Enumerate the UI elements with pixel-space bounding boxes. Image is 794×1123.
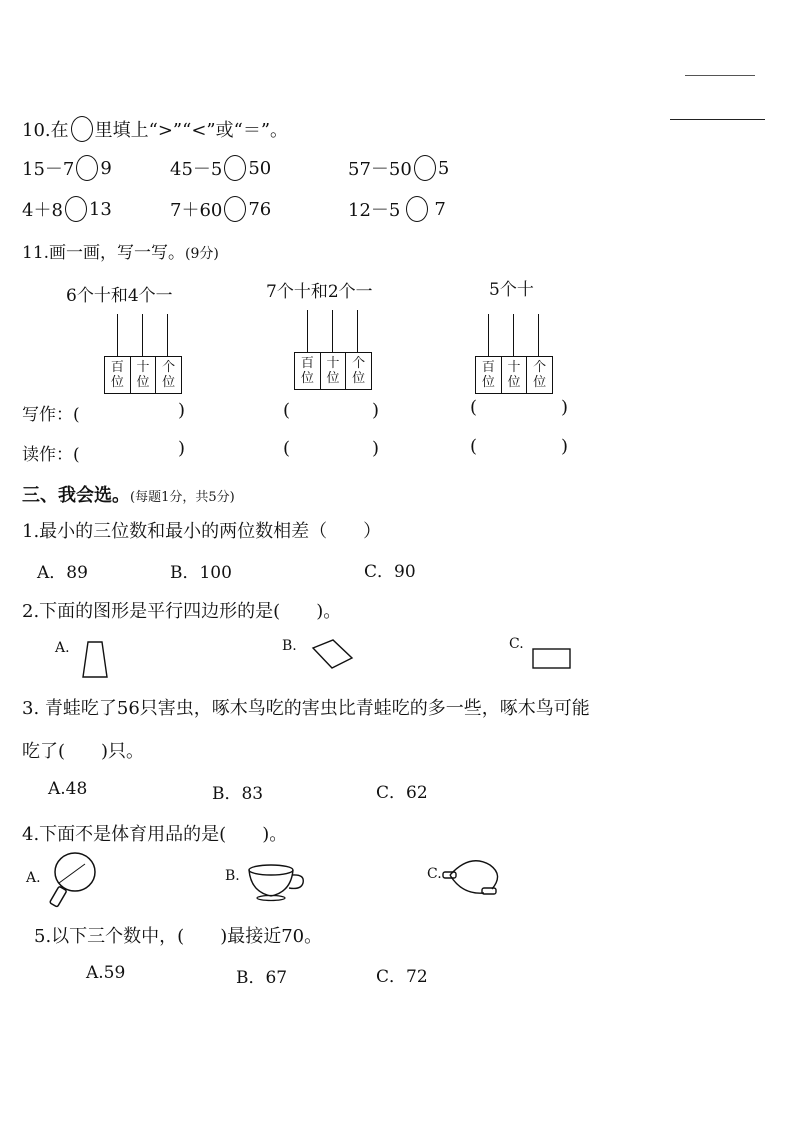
option-c[interactable]: C. [509,636,524,652]
abacus-rod [167,314,168,356]
answer-circle[interactable] [224,155,246,181]
answer-paren-close: ) [561,436,569,457]
option-b[interactable]: B．83 [212,784,264,804]
q10-expr-3: 57－50 5 [348,155,449,181]
q10-expr-5: 7＋60 76 [170,196,271,222]
option-b[interactable]: B. [282,638,297,654]
answer-circle[interactable] [224,196,246,222]
question-5-stem: 5.以下三个数中，( )最接近70。 [34,926,323,947]
write-label: 写作：( [22,405,80,425]
question-2-stem: 2.下面的图形是平行四边形的是( )。 [22,601,342,622]
option-c[interactable]: C．62 [376,783,428,803]
jump-rope-icon [440,855,510,905]
option-a[interactable]: A．89 [37,563,88,583]
answer-paren-open: ( [283,400,291,421]
option-a[interactable]: A. [55,640,70,656]
question-4-stem: 4.下面不是体育用品的是( )。 [22,824,288,845]
read-label: 读作：( [22,445,80,465]
option-c[interactable]: C. [427,866,442,882]
abacus-rod [513,314,514,356]
rectangle-icon [531,646,573,672]
teacup-icon [245,862,317,902]
option-a[interactable]: A. [26,870,41,886]
abacus-rod [117,314,118,356]
answer-paren-close: ) [178,438,186,459]
scan-mark [685,75,755,76]
q11-item-2: 7个十和2个一 [266,282,373,302]
answer-circle[interactable] [414,155,436,181]
abacus-rod [488,314,489,356]
abacus-rod [538,314,539,356]
question-1-stem: 1.最小的三位数和最小的两位数相差（ ） [22,521,382,542]
answer-paren-open: ( [470,397,478,418]
place-label: 十位 [321,353,347,389]
place-label: 个位 [352,356,366,386]
ping-pong-paddle-icon [43,850,99,910]
answer-paren-close: ) [561,397,569,418]
place-label: 百位 [476,357,502,393]
option-c[interactable]: C．90 [364,562,416,582]
trapezoid-icon [80,640,110,680]
q10-expr-4: 4＋8 13 [22,196,112,222]
place-label: 百位 [105,357,131,393]
q10-expr-6: 12－5 7 [348,196,446,222]
place-label: 十位 [131,357,157,393]
place-value-box [104,356,182,394]
abacus-rod [332,310,333,352]
option-c[interactable]: C．72 [376,967,428,987]
place-label: 个位 [533,360,547,390]
place-label: 个位 [162,360,176,390]
abacus-rod [357,310,358,352]
answer-paren-open: ( [470,436,478,457]
question-3-stem: 3. 青蛙吃了56只害虫，啄木鸟吃的害虫比青蛙吃的多一些，啄木鸟可能 [22,698,590,719]
answer-paren-open: ( [283,438,291,459]
q11-item-3: 5个十 [489,280,534,300]
q10-title: 10.在 里填上“>”“<”或“＝”。 [22,116,288,142]
answer-circle[interactable] [406,196,428,222]
option-b[interactable]: B．100 [170,563,232,583]
answer-paren-close: ) [372,438,380,459]
answer-paren-close: ) [372,400,380,421]
answer-circle[interactable] [76,155,98,181]
place-value-box [294,352,372,390]
option-b[interactable]: B. [225,868,240,884]
q11-title: 11.画一画，写一写。(9分) [22,243,219,263]
place-value-box [475,356,553,394]
option-b[interactable]: B．67 [236,968,288,988]
circle-icon [71,116,93,142]
option-a[interactable]: A.48 [48,779,88,799]
place-label: 百位 [295,353,321,389]
q10-expr-1: 15－7 9 [22,155,112,181]
scan-mark [670,119,765,120]
option-a[interactable]: A.59 [86,963,126,983]
place-label: 十位 [502,357,528,393]
abacus-rod [142,314,143,356]
q11-item-1: 6个十和4个一 [66,286,173,306]
answer-paren-close: ) [178,400,186,421]
q10-expr-2: 45－5 50 [170,155,271,181]
parallelogram-icon [308,636,358,676]
abacus-rod [307,310,308,352]
section-heading: 三、我会选。(每题1分，共5分) [22,485,235,506]
question-3-stem-cont: 吃了( )只。 [22,741,145,762]
answer-circle[interactable] [65,196,87,222]
